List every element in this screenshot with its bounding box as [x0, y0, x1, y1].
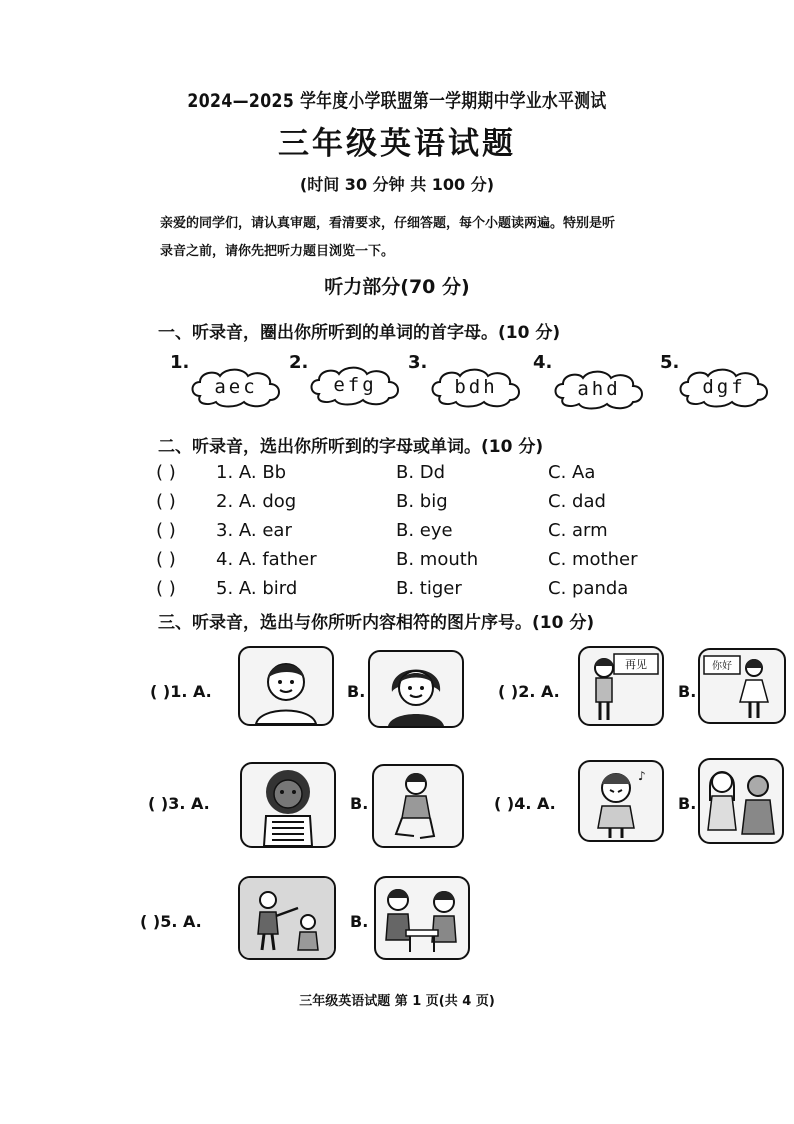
cloud-number: 3. [408, 352, 428, 373]
section-title: 听力部分(70 分) [324, 276, 470, 298]
option-b: B. eye [396, 520, 453, 541]
option-b: B. mouth [396, 549, 479, 570]
letter-cloud[interactable] [674, 364, 774, 410]
answer-blank[interactable]: ( ) [156, 520, 176, 541]
svg-text:♪: ♪ [638, 769, 646, 783]
cloud-number: 4. [533, 352, 553, 373]
letter-cloud[interactable] [549, 366, 649, 412]
option-a: 2. A. dog [216, 491, 297, 512]
question-label[interactable]: ( )4. A. [494, 794, 556, 813]
answer-blank[interactable]: ( ) [156, 549, 176, 570]
svg-text:你好: 你好 [712, 661, 732, 672]
exam-title: 2024—2025 学年度小学联盟第一学期期中学业水平测试 [187, 90, 607, 112]
question-label[interactable]: ( )5. A. [140, 912, 202, 931]
cloud-number: 2. [289, 352, 309, 373]
option-b-label: B. [678, 794, 697, 813]
table-row [156, 520, 716, 548]
cloud-letters: efg [333, 374, 377, 396]
table-row [156, 462, 716, 490]
option-b: B. tiger [396, 578, 462, 599]
letter-cloud[interactable] [186, 364, 286, 410]
option-c: C. Aa [548, 462, 596, 483]
cloud-number: 1. [170, 352, 190, 373]
answer-blank[interactable]: ( ) [156, 578, 176, 599]
picture-two-people-table[interactable] [374, 876, 470, 960]
option-a: 4. A. father [216, 549, 317, 570]
option-b-label: B. [347, 682, 366, 701]
table-row [156, 549, 716, 577]
option-c: C. arm [548, 520, 608, 541]
picture-girl-blackboard[interactable] [698, 648, 786, 724]
question-label[interactable]: ( )3. A. [148, 794, 210, 813]
option-b: B. big [396, 491, 448, 512]
option-c: C. mother [548, 549, 638, 570]
cloud-letters: aec [214, 376, 258, 398]
letter-cloud[interactable] [426, 364, 526, 410]
table-row [156, 578, 716, 606]
option-a: 1. A. Bb [216, 462, 287, 483]
subject-title: 三年级英语试题 [278, 126, 516, 162]
picture-two-girls-talking[interactable] [698, 758, 784, 844]
picture-man-pointing[interactable] [238, 876, 336, 960]
option-b: B. Dd [396, 462, 446, 483]
option-b-label: B. [350, 912, 369, 931]
cloud-letters: dgf [702, 376, 746, 398]
question-label[interactable]: ( )1. A. [150, 682, 212, 701]
picture-boy-blackboard[interactable] [578, 646, 664, 726]
cloud-letters: bdh [454, 376, 498, 398]
picture-girl-portrait[interactable] [368, 650, 464, 728]
part3-heading: 三、听录音，选出与你所听内容相符的图片序号。(10 分) [158, 613, 595, 633]
letter-cloud[interactable] [305, 362, 405, 408]
option-a: 3. A. ear [216, 520, 292, 541]
question-label[interactable]: ( )2. A. [498, 682, 560, 701]
option-b-label: B. [350, 794, 369, 813]
intro-line-2: 录音之前，请你先把听力题目浏览一下。 [160, 244, 395, 259]
page-footer: 三年级英语试题 第 1 页(共 4 页) [299, 994, 495, 1009]
cloud-number: 5. [660, 352, 680, 373]
picture-boy-portrait[interactable] [238, 646, 334, 726]
picture-girl-headache[interactable] [578, 760, 664, 842]
time-info: (时间 30 分钟 共 100 分) [299, 175, 495, 194]
table-row [156, 491, 716, 519]
intro-line-1: 亲爱的同学们，请认真审题，看清要求，仔细答题，每个小题读两遍。特别是听 [160, 216, 616, 231]
option-c: C. dad [548, 491, 606, 512]
option-b-label: B. [678, 682, 697, 701]
answer-blank[interactable]: ( ) [156, 491, 176, 512]
svg-text:再见: 再见 [625, 658, 647, 671]
option-c: C. panda [548, 578, 629, 599]
picture-girl-sitting[interactable] [372, 764, 464, 848]
cloud-letters: ahd [577, 378, 621, 400]
answer-blank[interactable]: ( ) [156, 462, 176, 483]
option-a: 5. A. bird [216, 578, 298, 599]
picture-girl-striped-shirt[interactable] [240, 762, 336, 848]
part2-heading: 二、听录音，选出你所听到的字母或单词。(10 分) [158, 437, 544, 457]
part1-heading: 一、听录音，圈出你所听到的单词的首字母。(10 分) [158, 323, 561, 343]
